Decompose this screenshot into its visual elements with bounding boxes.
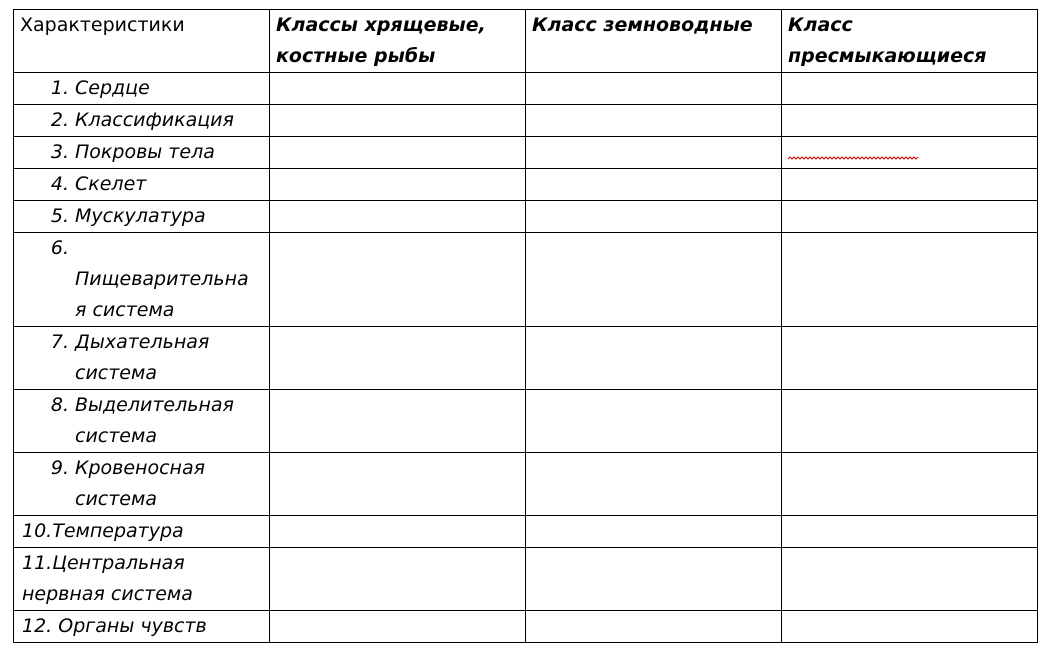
table-row <box>14 137 1038 169</box>
cell-empty[interactable] <box>526 201 782 233</box>
cell-empty[interactable] <box>270 201 526 233</box>
cell-empty[interactable] <box>782 201 1038 233</box>
cell-empty[interactable] <box>782 73 1038 105</box>
row-label-senses: 12. Органы чувств <box>14 611 270 643</box>
cell-empty[interactable] <box>270 548 526 611</box>
cell-empty[interactable] <box>270 73 526 105</box>
table-row <box>14 73 1038 105</box>
header-amphibian-class: Класс земноводные <box>526 10 782 73</box>
cell-empty[interactable] <box>782 611 1038 643</box>
cell-empty[interactable] <box>782 233 1038 327</box>
cell-empty[interactable] <box>782 105 1038 137</box>
cell-empty[interactable] <box>270 137 526 169</box>
header-reptile-class: Класс пресмыкающиеся <box>782 10 1038 73</box>
table-row <box>14 453 1038 516</box>
cell-empty[interactable] <box>526 390 782 453</box>
cell-empty[interactable] <box>526 137 782 169</box>
row-label-temperature: 10.Температура <box>14 516 270 548</box>
cell-empty[interactable] <box>782 169 1038 201</box>
row-label-cns: 11.Центральная нервная система <box>14 548 270 611</box>
row-label-body-cover: 3. Покровы тела <box>14 137 270 169</box>
header-characteristics: Характеристики <box>14 10 270 73</box>
cell-empty[interactable] <box>270 169 526 201</box>
cell-empty[interactable] <box>270 233 526 327</box>
cell-empty[interactable] <box>270 327 526 390</box>
row-label-respiratory: 7. Дыхательная система <box>14 327 270 390</box>
characteristics-table <box>13 9 1038 643</box>
cell-empty[interactable] <box>526 105 782 137</box>
row-label-skeleton: 4. Скелет <box>14 169 270 201</box>
row-label-circulatory: 9. Кровеносная система <box>14 453 270 516</box>
cell-empty[interactable] <box>270 390 526 453</box>
cell-empty[interactable] <box>270 516 526 548</box>
table-row <box>14 327 1038 390</box>
cell-empty[interactable] <box>526 169 782 201</box>
cell-empty[interactable] <box>782 390 1038 453</box>
spellcheck-squiggle <box>788 156 919 160</box>
header-row <box>14 10 1038 73</box>
cell-empty[interactable] <box>526 233 782 327</box>
cell-empty[interactable] <box>270 105 526 137</box>
cell-empty[interactable] <box>526 327 782 390</box>
cell-empty[interactable] <box>782 516 1038 548</box>
cell-empty[interactable] <box>526 548 782 611</box>
row-label-digestive: 6. Пищеварительна я система <box>14 233 270 327</box>
cell-empty[interactable] <box>526 73 782 105</box>
cell-empty[interactable] <box>782 327 1038 390</box>
cell-empty[interactable] <box>270 611 526 643</box>
table-row <box>14 611 1038 643</box>
row-label-muscles: 5. Мускулатура <box>14 201 270 233</box>
header-fish-class: Классы хрящевые, костные рыбы <box>270 10 526 73</box>
cell-empty[interactable] <box>270 453 526 516</box>
table-row <box>14 390 1038 453</box>
table-row <box>14 233 1038 327</box>
row-label-heart: 1. Сердце <box>14 73 270 105</box>
cell-empty[interactable] <box>782 548 1038 611</box>
table-row <box>14 548 1038 611</box>
cell-empty[interactable] <box>782 453 1038 516</box>
table-row <box>14 169 1038 201</box>
table-row <box>14 105 1038 137</box>
row-label-classification: 2. Классификация <box>14 105 270 137</box>
cell-empty[interactable] <box>526 453 782 516</box>
cell-empty[interactable] <box>526 516 782 548</box>
table-row <box>14 516 1038 548</box>
row-label-excretory: 8. Выделительная система <box>14 390 270 453</box>
cell-spellcheck[interactable] <box>782 137 1038 169</box>
cell-empty[interactable] <box>526 611 782 643</box>
table-row <box>14 201 1038 233</box>
